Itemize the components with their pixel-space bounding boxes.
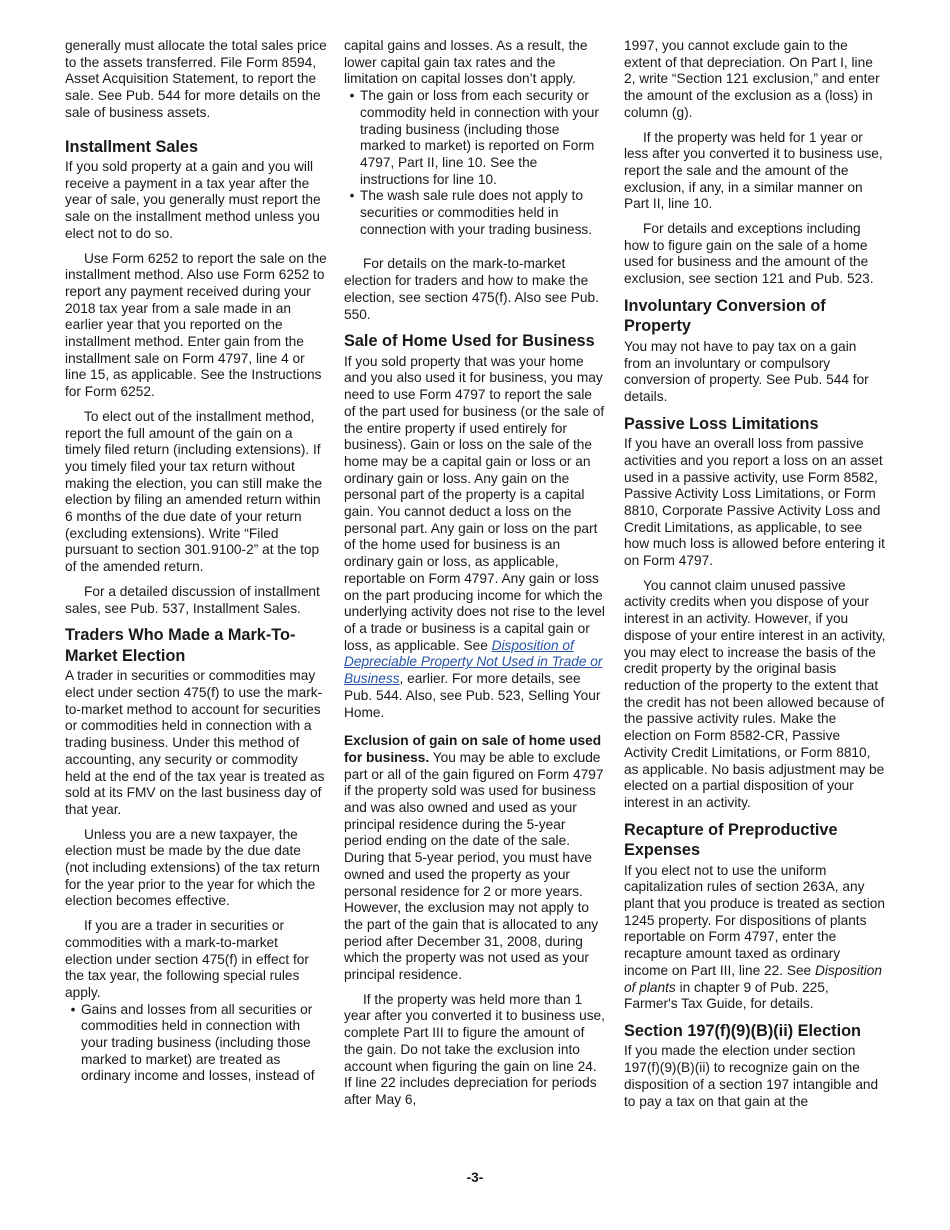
heading-section-197-election: Section 197(f)(9)(B)(ii) Election [624,1021,862,1040]
paragraph: If you are a trader in securities or commodities with a mark-to-market election under section 475(f) in effect for the tax year, the following special rules apply. [65,918,309,1000]
heading-passive-loss: Passive Loss Limitations [624,414,819,433]
paragraph: If you sold property at a gain and you will receive a payment in a tax year after the year of sale, you generally must report the sale on the installment method unless you elect not to do so. [65,159,321,241]
bullet-text: Gains and losses from all securities or commodities held in connection with your trading business (including those marked to market) are treated as ordinary income and losses, instead of [81,1001,315,1084]
paragraph: You may not have to pay tax on a gain from an involuntary or compulsory conversion of property. See Pub. 544 for details. [624,338,869,404]
heading-traders-mark-to-market: Traders Who Made a Mark-To-Market Election [65,626,296,665]
paragraph: Exclusion of gain on sale of home used for business. You may be able to exclude part or all of the gain figured on Form 4797 if the property sold was used for business and was also owned and used as your principal residence during the 5-year period ending on the date of the sale. During that 5-year period, you must have owned and used the property as your personal residence for 2 or more years. However, the exclusion may not apply to the part of the gain that is allocated to any period after December 31, 2008, during which the property was not used as your principal residence. [344,733,604,983]
bullet-icon: • [349,88,355,104]
paragraph: If you elect not to use the uniform capitalization rules of section 263A, any plant that you produce is treated as section 1245 property. For dispositions of plants reportable on Form 4797, enter the recapture amount taxed as ordinary income on Part III, line 22. See Disposition of plants in chapter 9 of Pub. 225, Farmer's Tax Guide, for details. [624,862,885,1012]
heading-involuntary-conversion: Involuntary Conversion of Property [624,296,826,336]
bullet-icon: • [349,188,355,204]
italic-reference: Disposition of plants [624,962,882,995]
paragraph: If you have an overall loss from passive activities and you report a loss on an asset used in a passive activity, use Form 8582, Passive Activity Loss Limitations, or Form 8810, Corporate Passive Activity Loss and Credit Limitations, as applicable, to see how much loss is allowed before entering it on Form 4797. [624,436,885,569]
paragraph: A trader in securities or commodities may elect under section 475(f) to use the mark-to-market method to account for securities or commodities held in connection with a trading business. Under this method of accounting, any security or commodity held at the end of the tax year is treated as sold at its FMV on the last business day of that year. [65,668,325,817]
paragraph: For details on the mark-to-market election for traders and how to make the election, see section 475(f). Also see Pub. 550. [344,256,599,322]
run-in-heading: Exclusion of gain on sale of home used for business. [344,733,602,765]
heading-recapture-preproductive: Recapture of Preproductive Expenses [624,820,838,860]
paragraph: If the property was held for 1 year or less after you converted it to business use, report the sale and the amount of the exclusion, if any, in a similar manner on Part II, line 10. [624,129,883,212]
paragraph: For details and exceptions including how to figure gain on the sale of a home used for business and the amount of the exclusion, see section 121 and Pub. 523. [624,221,874,287]
paragraph: generally must allocate the total sales price to the assets transferred. File Form 8594, Asset Acquisition Statement, to report the sale. See Pub. 544 for more details on the sale of business assets. [65,38,327,120]
paragraph: 1997, you cannot exclude gain to the extent of that depreciation. On Part I, line 2, write “Section 121 exclusion,” and enter the amount of the exclusion as a (loss) in column (g). [624,38,880,120]
paragraph: If the property was held more than 1 year after you converted it to business use, complete Part III to figure the amount of the gain. Do not take the exclusion into account when figuring the gain on line 24. If line 22 includes depreciation for periods after May 6, [344,991,605,1107]
bullet-text: The gain or loss from each security or commodity held in connection with your trading business (including those marked to market) is reported on Form 4797, Part II, line 10. See the instructions for line 10. [360,88,599,187]
heading-sale-of-home: Sale of Home Used for Business [344,332,595,351]
paragraph: You cannot claim unused passive activity credits when you dispose of your interest in an activity. However, if you dispose of your entire interest in an activity, you may elect to increase the basis of the credit property by the original basis reduction of the property to the extent that the credit has not been allowed because of the passive activity rules. Make the election on Form 8582-CR, Passive Activity Credit Limitations, or Form 8810, as applicable. No basis adjustment may be elected on a partial disposition of your interest in an activity. [624,577,886,810]
bullet-text: The wash sale rule does not apply to securities or commodities held in connection with your trading business. [360,188,593,237]
bullet-item [65,1002,327,1086]
bullet-item [344,88,606,188]
paragraph: For a detailed discussion of installment sales, see Pub. 537, Installment Sales. [65,583,320,616]
column-2 [344,38,606,1117]
bullet-icon: • [70,1001,76,1017]
paragraph: If you sold property that was your home and you also used it for business, you may need to use Form 4797 to report the sale of the part used for business (or the sale of the entire property if used entirely for business). Gain or loss on the sale of the home may be a capital gain or loss or an ordinary gain or loss. Any gain on the personal part of the property is a capital gain. You cannot deduct a loss on the personal part. Any gain or loss on the part of the home used for business is an ordinary gain or loss, as applicable, reportable on Form 4797. Any gain or loss on the part producing income for which the underlying activity does not rise to the level of a trade or business is a capital gain or loss, as applicable. See Disposition of Depreciable Property Not Used in Trade or Business, earlier. For more details, see Pub. 544. Also, see Pub. 523, Selling Your Home. [344,353,605,720]
heading-installment-sales: Installment Sales [65,137,199,156]
paragraph: capital gains and losses. As a result, the lower capital gain tax rates and the limitation on capital losses don’t apply. [344,38,588,87]
column-3 [624,38,886,1118]
paragraph: If you made the election under section 197(f)(9)(B)(ii) to recognize gain on the disposition of a section 197 intangible and to pay a tax on that gain at the [624,1043,879,1109]
column-1 [65,38,327,1085]
paragraph: Unless you are a new taxpayer, the election must be made by the due date (not including extensions) of the tax return for the year prior to the year for which the election becomes effective. [65,826,320,909]
cross-reference-link[interactable]: Disposition of Depreciable Property Not Used in Trade or Business [344,637,603,687]
page-number: -3- [466,1170,484,1185]
bullet-item [344,188,606,238]
paragraph: To elect out of the installment method, report the full amount of the gain on a timely filed return (including extensions). If you timely filed your tax return without making the election, you can still make the election by filing an amended return within 6 months of the due date of your return (excluding extensions). Write “Filed pursuant to section 301.9100-2” at the top of the amended return. [65,408,323,575]
paragraph: Use Form 6252 to report the sale on the installment method. Also use Form 6252 to report any payment received during your 2018 tax year from a sale made in an earlier year that you reported on the installment method. Enter gain from the installment sale on Form 4797, line 4 or line 15, as applicable. See the Instructions for Form 6252. [65,250,327,400]
